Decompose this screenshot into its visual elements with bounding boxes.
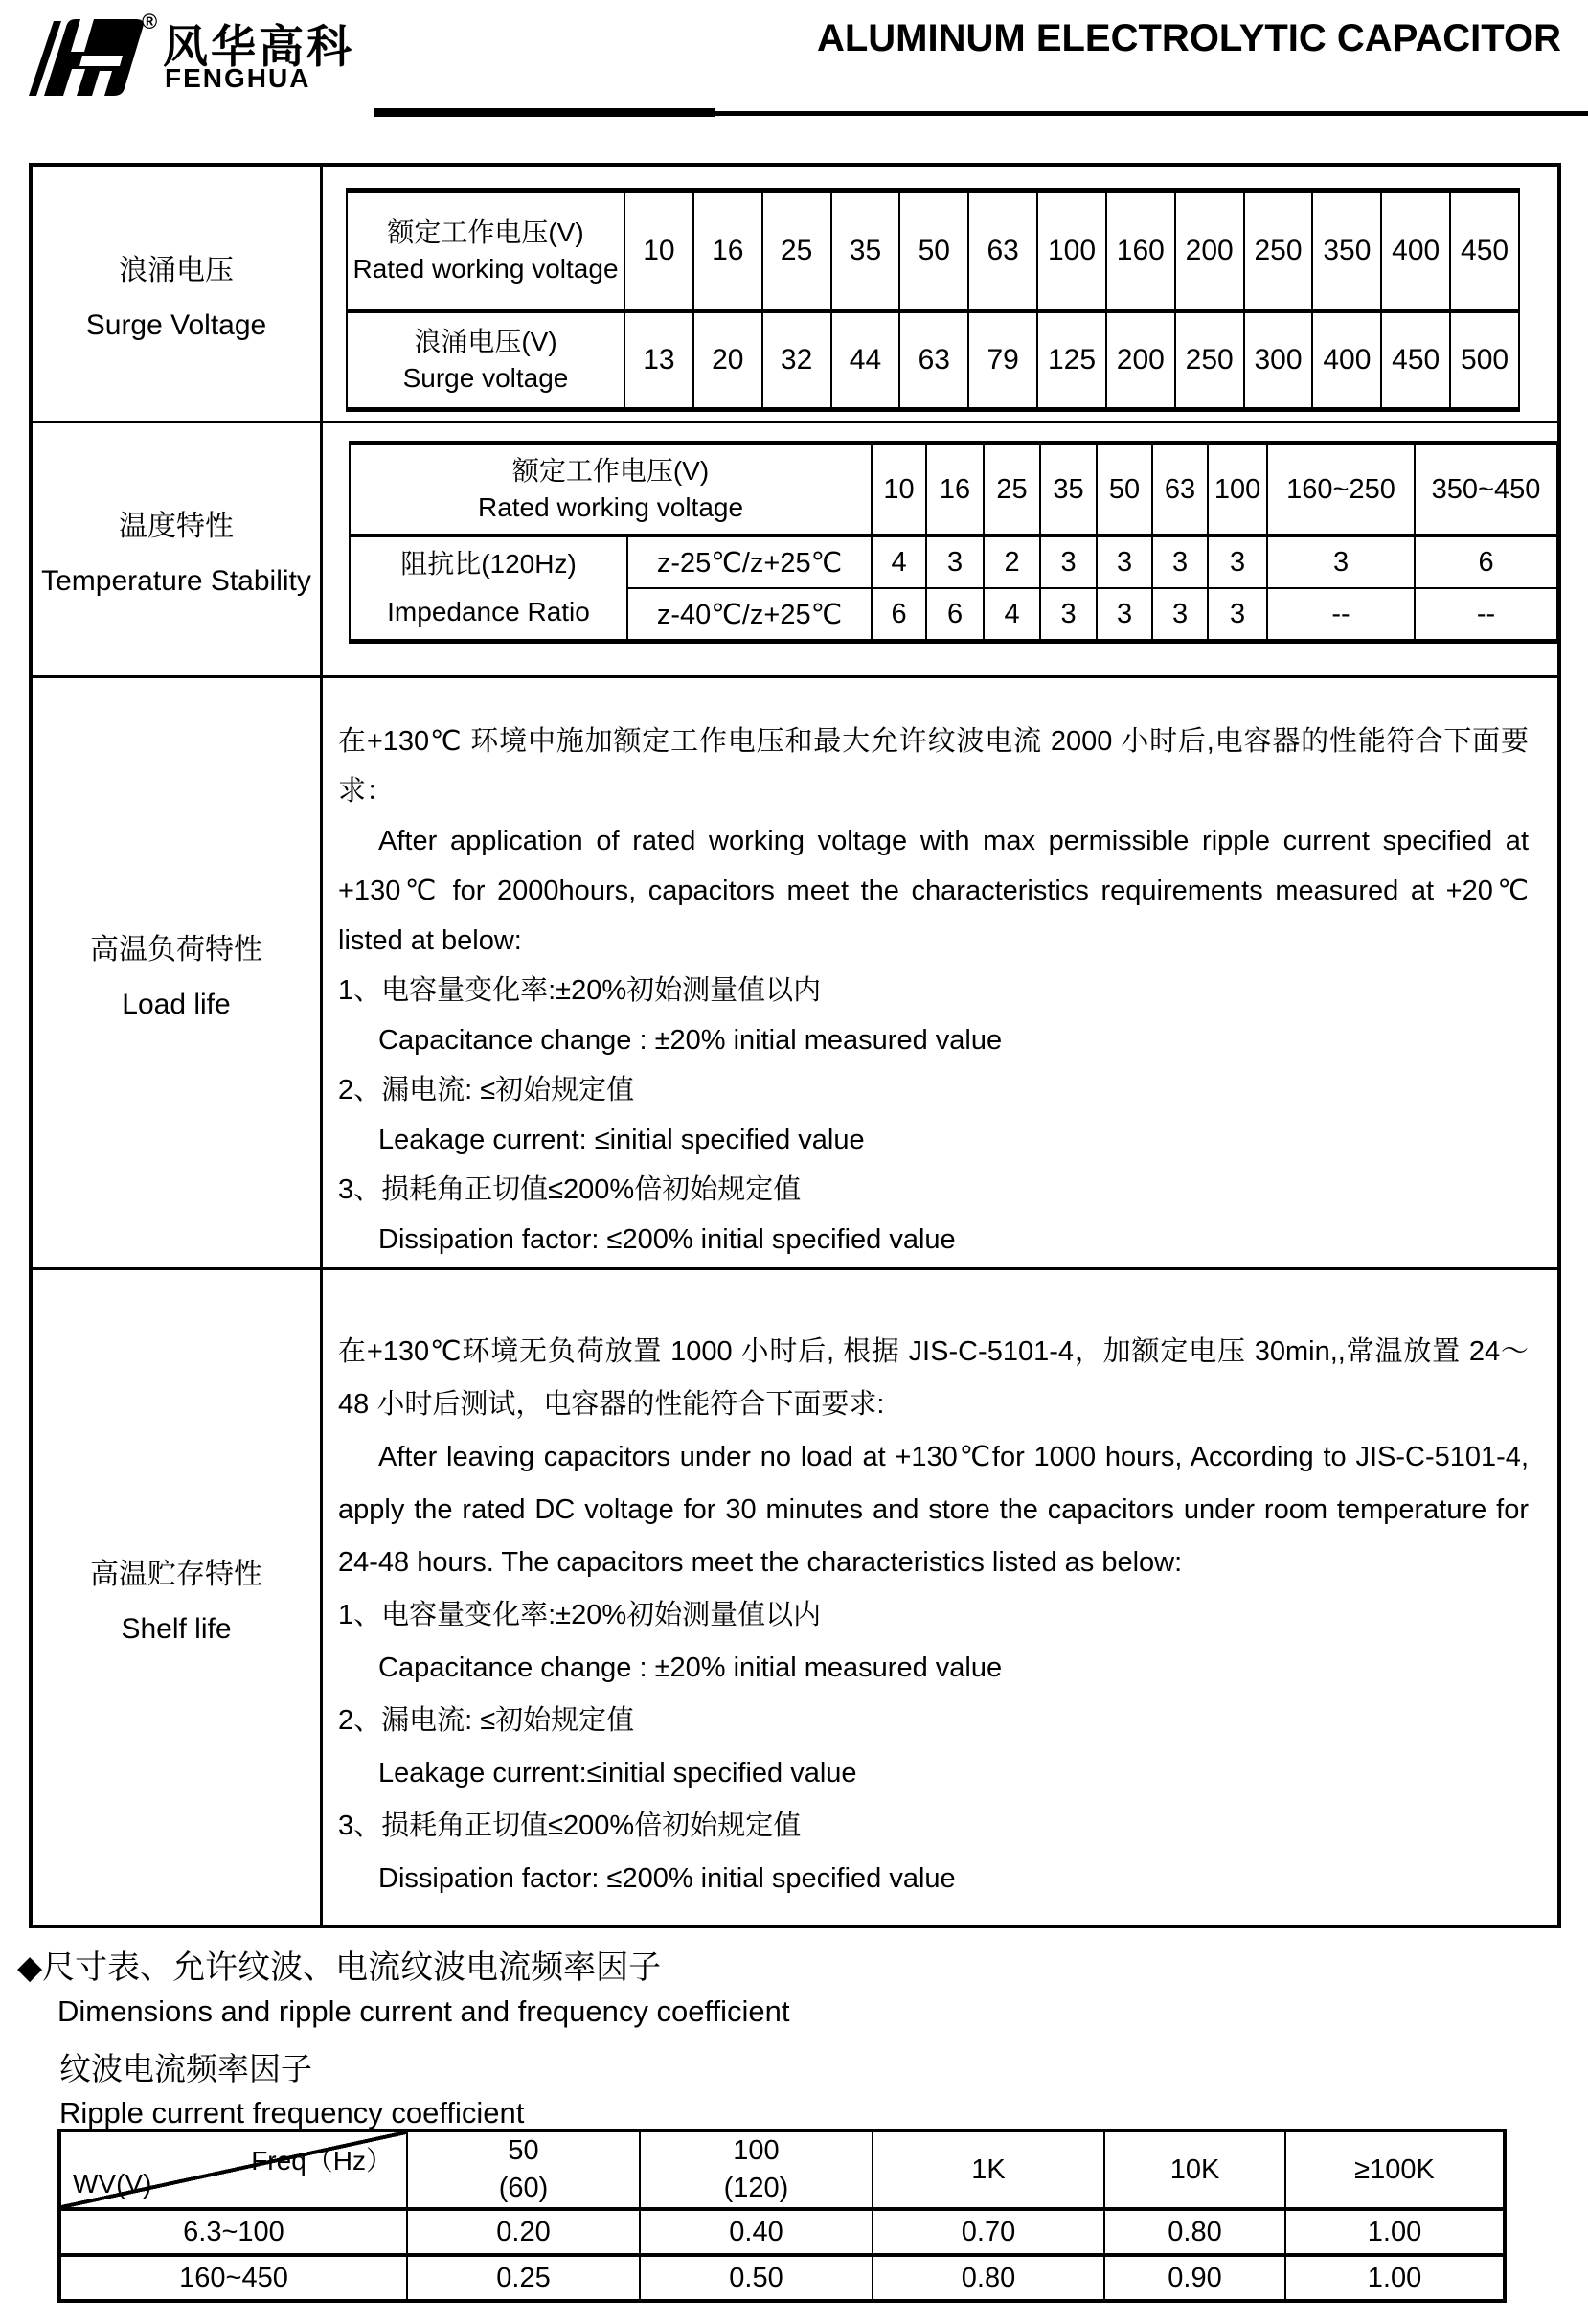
minus25-v: 2 — [984, 535, 1040, 588]
minus40-v: 3 — [1208, 588, 1267, 642]
minus25-v: 6 — [1415, 535, 1557, 588]
ripple-frequency-coefficient-table — [57, 2129, 1507, 2303]
section-heading-cn-text: 尺寸表、允许纹波、电流纹波电流频率因子 — [42, 1949, 662, 1986]
shelf-life-paragraph-en: After leaving capacitors under no load at +130℃for 1000 hours, According to JIS-C-5101-4, apply the rated DC voltage for 30 minutes and store the capacitors under room temperature for 24-48 hours. The capacitors meet the characteristics listed as below: — [338, 1442, 1529, 1578]
shelf-life-item1-cn: 1、电容量变化率:±20%初始测量值以内 — [338, 1600, 822, 1630]
temp-col: 35 — [1040, 444, 1097, 536]
surge-v: 13 — [624, 311, 693, 410]
shelf-life-item3-en: Dissipation factor: ≤200% initial specified value — [378, 1863, 956, 1894]
rated-v: 50 — [899, 191, 968, 312]
minus25-v: 4 — [872, 535, 926, 588]
freq-col-50 — [407, 2130, 640, 2209]
surge-v: 63 — [899, 311, 968, 410]
surge-voltage-label-cn: 浪涌电压 — [119, 254, 234, 286]
shelf-life-item1-en: Capacitance change : ±20% initial measured value — [378, 1652, 1003, 1683]
temp-col: 100 — [1208, 444, 1267, 536]
temp-rated-header-cn: 额定工作电压(V) — [511, 456, 710, 487]
surge-v: 20 — [693, 311, 762, 410]
impedance-label-cn: 阻抗比(120Hz) — [400, 548, 577, 579]
minus40-v: 3 — [1152, 588, 1208, 642]
section-subheading-cn: 纹波电流频率因子 — [59, 2051, 312, 2086]
section-heading-cn — [17, 1941, 661, 1988]
temperature-stability-row — [33, 423, 1557, 678]
coef: 0.50 — [640, 2255, 873, 2301]
surge-voltage-label-en: Surge Voltage — [85, 308, 267, 341]
load-life-paragraph-en: After application of rated working voltage with max permissible ripple current specified at +130℃ for 2000hours, capacitors meet the characteristics requirements measured at +20℃ listed at below: — [338, 826, 1529, 956]
freq-col-100-line1: 100 — [733, 2135, 780, 2166]
wv-range: 160~450 — [59, 2255, 407, 2301]
surge-v: 200 — [1106, 311, 1175, 410]
rated-voltage-header-en: Rated working voltage — [352, 254, 619, 284]
temperature-stability-label — [33, 423, 323, 675]
load-life-content — [323, 678, 1557, 1267]
surge-v: 44 — [831, 311, 900, 410]
impedance-label-en: Impedance Ratio — [387, 597, 590, 627]
load-life-label-cn: 高温负荷特性 — [90, 933, 262, 966]
coef: 0.80 — [1104, 2209, 1285, 2255]
surge-voltage-header — [347, 311, 624, 410]
temp-col: 50 — [1097, 444, 1152, 536]
load-life-label-en: Load life — [122, 988, 231, 1020]
minus40-v: 6 — [926, 588, 984, 642]
rated-v: 16 — [693, 191, 762, 312]
logo-chinese-name: 风华高科 — [163, 21, 354, 72]
registered-trademark-icon: ® — [142, 10, 158, 34]
load-life-row — [33, 678, 1557, 1270]
impedance-ratio-table — [349, 441, 1558, 644]
rated-v: 450 — [1450, 191, 1519, 312]
freq-col-100-line2: (120) — [723, 2173, 789, 2204]
rated-v: 200 — [1175, 191, 1244, 312]
surge-v: 79 — [968, 311, 1037, 410]
minus40-v: -- — [1267, 588, 1415, 642]
load-life-item2-en: Leakage current: ≤initial specified value — [378, 1125, 865, 1155]
temperature-stability-content — [323, 423, 1558, 675]
temp-col: 16 — [926, 444, 984, 536]
shelf-life-item3-cn: 3、损耗角正切值≤200%倍初始规定值 — [338, 1811, 802, 1841]
rated-v: 250 — [1244, 191, 1313, 312]
minus25-v: 3 — [1267, 535, 1415, 588]
coef: 0.70 — [873, 2209, 1104, 2255]
minus25-condition: z-25℃/z+25℃ — [627, 535, 872, 588]
minus25-v: 3 — [926, 535, 984, 588]
shelf-life-row — [33, 1270, 1557, 1925]
rated-v: 25 — [762, 191, 831, 312]
minus40-v: 3 — [1040, 588, 1097, 642]
freq-col-50-line1: 50 — [508, 2135, 539, 2166]
temp-col: 160~250 — [1267, 444, 1415, 536]
freq-corner-top-label: Freq（Hz） — [251, 2146, 393, 2176]
rated-v: 350 — [1312, 191, 1381, 312]
load-life-paragraph-cn: 在+130℃ 环境中施加额定工作电压和最大允许纹波电流 2000 小时后,电容器的性能符合下面要求： — [338, 726, 1529, 807]
section-heading-en: Dimensions and ripple current and frequency coefficient — [57, 1994, 790, 2028]
fenghua-logo-icon — [23, 15, 149, 100]
surge-voltage-header-en: Surge voltage — [402, 363, 569, 393]
rated-v: 100 — [1037, 191, 1106, 312]
coef: 1.00 — [1285, 2255, 1505, 2301]
surge-voltage-values-row — [347, 311, 1519, 410]
temp-col: 63 — [1152, 444, 1208, 536]
page-title: ALUMINUM ELECTROLYTIC CAPACITOR — [816, 17, 1561, 59]
surge-voltage-content — [323, 167, 1557, 421]
temp-rated-header-en: Rated working voltage — [477, 492, 744, 522]
minus40-v: 4 — [984, 588, 1040, 642]
temp-col: 10 — [872, 444, 926, 536]
temp-col: 25 — [984, 444, 1040, 536]
shelf-life-item2-en: Leakage current:≤initial specified value — [378, 1758, 857, 1789]
surge-v: 125 — [1037, 311, 1106, 410]
surge-v: 250 — [1175, 311, 1244, 410]
coef: 0.20 — [407, 2209, 640, 2255]
surge-v: 32 — [762, 311, 831, 410]
coef: 1.00 — [1285, 2209, 1505, 2255]
freq-header-row — [59, 2130, 1505, 2209]
surge-voltage-table — [346, 188, 1520, 412]
impedance-ratio-label — [350, 535, 627, 642]
minus25-v: 3 — [1208, 535, 1267, 588]
coef: 0.25 — [407, 2255, 640, 2301]
minus40-condition: z-40℃/z+25℃ — [627, 588, 872, 642]
freq-row-low-voltage — [59, 2209, 1505, 2255]
freq-col-10k: 10K — [1104, 2130, 1285, 2209]
freq-corner-cell — [59, 2130, 407, 2209]
freq-corner-bottom-label: WV(V) — [73, 2169, 152, 2199]
coef: 0.90 — [1104, 2255, 1285, 2301]
temperature-label-cn: 温度特性 — [119, 510, 234, 542]
rated-voltage-header — [347, 191, 624, 312]
temperature-label-en: Temperature Stability — [41, 564, 311, 597]
rated-voltage-header-cn: 额定工作电压(V) — [387, 217, 584, 248]
minus40-v: 3 — [1097, 588, 1152, 642]
rated-v: 160 — [1106, 191, 1175, 312]
surge-v: 400 — [1312, 311, 1381, 410]
surge-v: 300 — [1244, 311, 1313, 410]
rated-v: 35 — [831, 191, 900, 312]
logo-english-name: FENGHUA — [165, 63, 311, 93]
surge-v: 450 — [1381, 311, 1450, 410]
temp-rated-voltage-header — [350, 444, 872, 536]
freq-col-50-line2: (60) — [498, 2173, 549, 2204]
header-rule-thick — [374, 108, 715, 117]
freq-col-100 — [640, 2130, 873, 2209]
surge-v: 500 — [1450, 311, 1519, 410]
surge-voltage-label — [33, 167, 323, 421]
minus40-v: 6 — [872, 588, 926, 642]
coef: 0.40 — [640, 2209, 873, 2255]
coef: 0.80 — [873, 2255, 1104, 2301]
section-subheading-en: Ripple current frequency coefficient — [59, 2096, 525, 2130]
rated-v: 63 — [968, 191, 1037, 312]
load-life-item3-cn: 3、损耗角正切值≤200%倍初始规定值 — [338, 1174, 802, 1205]
load-life-label — [33, 678, 323, 1267]
minus25-v: 3 — [1152, 535, 1208, 588]
shelf-life-item2-cn: 2、漏电流: ≤初始规定值 — [338, 1705, 635, 1736]
load-life-item2-cn: 2、漏电流: ≤初始规定值 — [338, 1075, 635, 1105]
diamond-bullet-icon: ◆ — [17, 1949, 43, 1986]
characteristics-table — [29, 163, 1561, 1928]
shelf-life-label — [33, 1270, 323, 1925]
surge-voltage-header-cn: 浪涌电压(V) — [414, 327, 557, 357]
impedance-minus25-row — [350, 535, 1557, 588]
load-life-item1-cn: 1、电容量变化率:±20%初始测量值以内 — [338, 975, 822, 1006]
shelf-life-label-cn: 高温贮存特性 — [90, 1558, 262, 1590]
minus40-v: -- — [1415, 588, 1557, 642]
freq-row-high-voltage — [59, 2255, 1505, 2301]
minus25-v: 3 — [1097, 535, 1152, 588]
rated-v: 400 — [1381, 191, 1450, 312]
load-life-item1-en: Capacitance change : ±20% initial measured value — [378, 1025, 1003, 1056]
minus25-v: 3 — [1040, 535, 1097, 588]
shelf-life-label-en: Shelf life — [121, 1612, 232, 1645]
rated-working-voltage-row — [347, 191, 1519, 312]
rated-v: 10 — [624, 191, 693, 312]
wv-range: 6.3~100 — [59, 2209, 407, 2255]
freq-col-1k: 1K — [873, 2130, 1104, 2209]
freq-col-100k: ≥100K — [1285, 2130, 1505, 2209]
load-life-item3-en: Dissipation factor: ≤200% initial specified value — [378, 1224, 956, 1255]
temp-header-row — [350, 444, 1557, 536]
temp-col: 350~450 — [1415, 444, 1557, 536]
shelf-life-paragraph-cn: 在+130℃环境无负荷放置 1000 小时后, 根据 JIS-C-5101-4，加额定电压 30min,,常温放置 24～48 小时后测试，电容器的性能符合下面要求: — [338, 1336, 1529, 1420]
shelf-life-content — [323, 1270, 1557, 1925]
surge-voltage-row — [33, 167, 1557, 423]
